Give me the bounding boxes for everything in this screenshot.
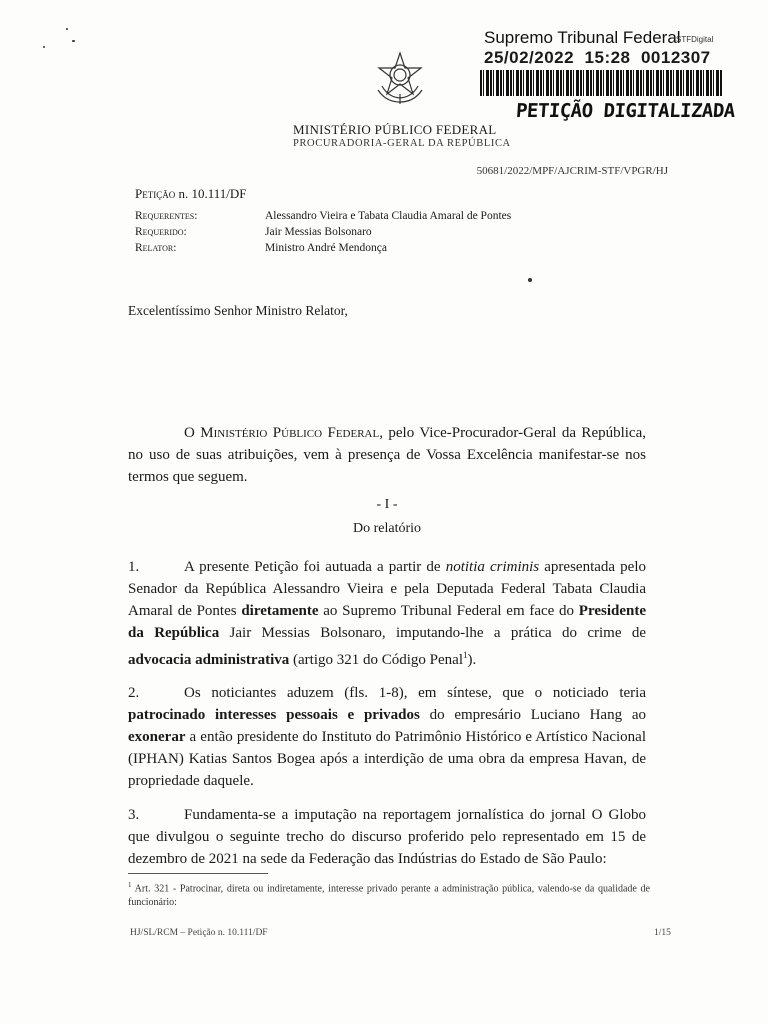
parties-list [135,210,511,258]
page-number: 1/15 [654,928,671,938]
footnote-mark: 1 [128,881,132,889]
text-run: ao Supremo Tribunal Federal em face do [318,603,579,619]
salutation: Excelentíssimo Senhor Ministro Relator, [128,303,348,318]
org-name: MINISTÉRIO PÚBLICO FEDERAL [293,122,497,137]
text-run: apresentada pelo Senador da República Alessandro Vieira e pela Deputada Federal Tabata Claudia Amaral de Pontes [128,559,647,619]
stamp-datetime: 25/02/2022 15:28 0012307 [484,48,711,67]
party-value: Alessandro Vieira e Tabata Claudia Amaral de Pontes [265,210,512,222]
petition-number [135,186,247,202]
party-label: Requerentes: [135,210,198,222]
intro-text: , pelo Vice-Procurador-Geral da República, no uso de suas atribuições, vem à presença de Vossa Excelência manifestar-se nos termos que seguem. [128,425,646,485]
party-label: Requerido: [135,226,187,238]
latin-term: notitia criminis [445,559,540,575]
footnote-ref: 1 [462,650,468,660]
emphasis: Presidente da República [128,603,647,641]
org-subname: PROCURADORIA-GERAL DA REPÚBLICA [293,138,511,149]
petition-id: n. 10.111/DF [178,186,247,201]
stamp-court: Supremo Tribunal Federal [484,28,681,47]
brazil-coat-of-arms-icon [372,50,428,106]
section-title: Do relatório [352,521,422,536]
stamp-label: PETIÇÃO DIGITALIZADA [515,100,736,122]
paragraph-number: 2. [128,685,140,701]
text-run: Os noticiantes aduzem (fls. 1-8), em síntese, que o noticiado teria [184,685,646,701]
paragraph-3 [128,804,646,870]
intro-paragraph [128,422,646,488]
intro-org: Ministério Público Federal [200,425,380,441]
party-row [135,226,511,242]
document-reference: 50681/2022/MPF/AJCRIM-STF/VPGR/HJ [476,165,668,177]
paragraph-2 [128,682,646,792]
scan-speck [66,28,68,30]
scan-speck [72,40,75,42]
text-run: Fundamenta-se a imputação na reportagem jornalística do jornal O Globo que divulgou o seguinte trecho do discurso proferido pelo representado em 15 de dezembro de 2021 na sede da Federação das Indústrias do Estado de São Paulo: [128,807,646,867]
footer-reference: HJ/SL/RCM – Petição n. 10.111/DF [130,928,268,938]
emphasis: diretamente [241,603,319,619]
party-value: Ministro André Mendonça [265,242,388,254]
footnote [128,878,650,910]
text-run: Jair Messias Bolsonaro, imputando-lhe a prática do crime de [219,625,646,641]
paragraph-number: 1. [128,559,140,575]
text-run: (artigo 321 do Código Penal [289,652,463,668]
stamp-system: STFDigital [676,35,714,44]
paragraph-1 [128,556,646,671]
text-run: do empresário Luciano Hang ao [419,707,647,723]
petition-prefix: Petição [135,186,176,201]
footnote-divider [128,873,268,874]
emphasis: exonerar [128,729,186,745]
footnote-text: Art. 321 - Patrocinar, direta ou indiretamente, interesse privado perante a administração pública, valendo-se da qualidade de funcionário: [128,883,650,909]
text-run: ). [467,652,477,668]
party-row [135,242,511,258]
emphasis: advocacia administrativa [128,652,290,668]
party-label: Relator: [135,242,177,254]
text-run: A presente Petição foi autuada a partir de [184,559,446,575]
scan-speck [528,278,532,282]
emphasis: patrocinado interesses pessoais e privados [128,707,420,723]
paragraph-number: 3. [128,807,140,823]
intro-lead: O [184,425,195,441]
stamp-barcode [480,70,722,96]
scan-speck [43,46,45,48]
text-run: a então presidente do Instituto do Patrimônio Histórico e Artístico Nacional (IPHAN) Katias Santos Bogea após a interdição de uma obra da empresa Havan, de propriedade daquele. [128,729,646,789]
party-row [135,210,511,226]
section-number: - I - [376,497,398,512]
party-value: Jair Messias Bolsonaro [265,226,372,238]
